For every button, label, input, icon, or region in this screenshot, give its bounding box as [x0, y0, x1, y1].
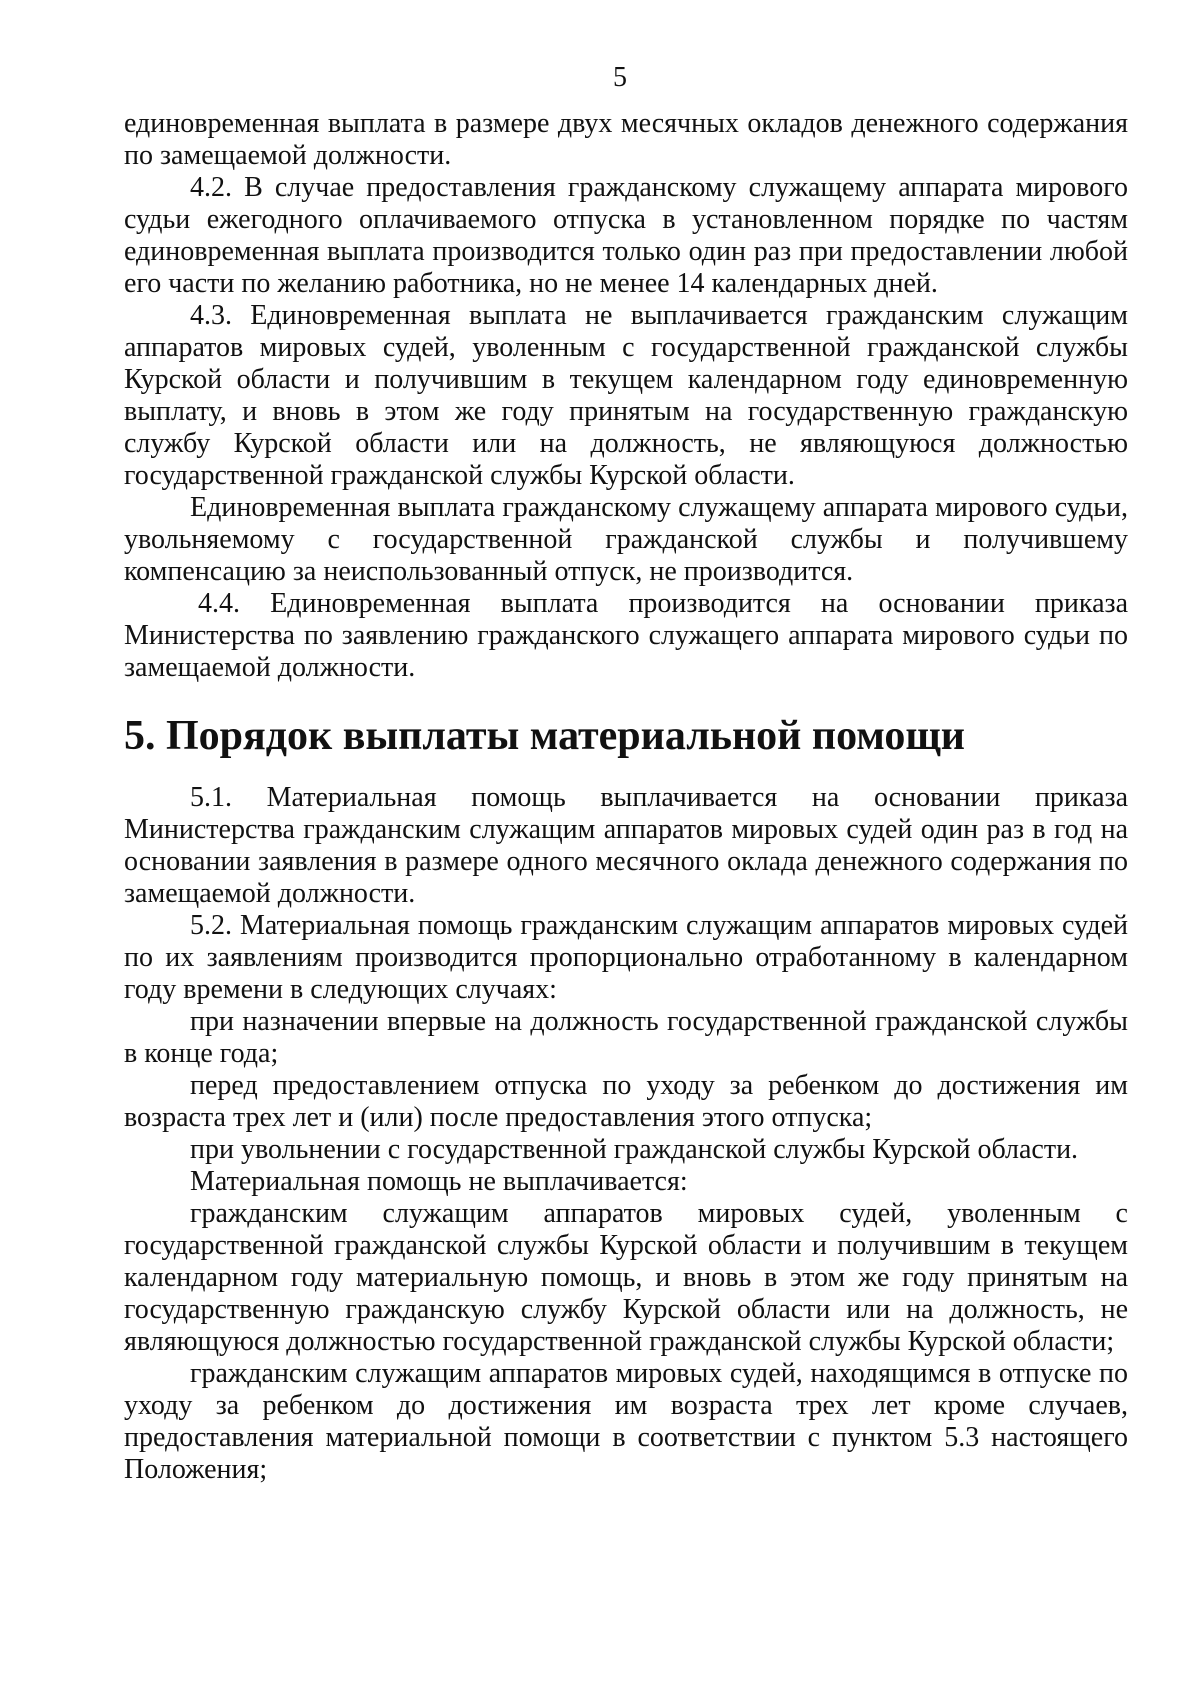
paragraph-4-4: 4.4. Единовременная выплата производится на основании приказа Министерства по заявлению гражданского служащего аппарата мирового судьи по замещаемой должности. [124, 588, 1128, 683]
paragraph-4-3-note: Единовременная выплата гражданскому служащему аппарата мирового судьи, увольняемому с государственной гражданской службы и получившему компенсацию за неиспользованный отпуск, не производится. [124, 492, 1128, 587]
paragraph-4-3: 4.3. Единовременная выплата не выплачивается гражданским служащим аппаратов мировых судей, уволенным с государственной гражданской службы Курской области и получившим в текущем календарном году единовременную выплату, и вновь в этом же году принятым на государственную гражданскую службу Курской области или на должность, не являющуюся должностью государственной гражданской службы Курской области. [124, 300, 1128, 491]
page-number: 5 [613, 62, 627, 93]
paragraph-4-2: 4.2. В случае предоставления гражданскому служащему аппарата мирового судьи ежегодного оплачиваемого отпуска в установленном порядке по частям единовременная выплата производится только один раз при предоставлении любой его части по желанию работника, но не менее 14 календарных дней. [124, 172, 1128, 299]
section-5-title: 5. Порядок выплаты материальной помощи [124, 713, 965, 759]
list-item-dismissal: при увольнении с государственной гражданской службы Курской области. [190, 1134, 1079, 1165]
list-item-employees-on-leave: гражданским служащим аппаратов мировых судей, находящимся в отпуске по уходу за ребенком до достижения им возраста трех лет кроме случаев, предоставления материальной помощи в соответствии с пунктом 5.3 настоящего Положения; [124, 1358, 1128, 1485]
list-item-dismissed-employees: гражданским служащим аппаратов мировых судей, уволенным с государственной гражданской службы Курской области и получившим в текущем календарном году материальную помощь, и вновь в этом же году принятым на государственную гражданскую службу Курской области или на должность, не являющуюся должностью государственной гражданской службы Курской области; [124, 1198, 1128, 1357]
document-body [124, 108, 1128, 1486]
paragraph-5-1: 5.1. Материальная помощь выплачивается на основании приказа Министерства гражданским служащим аппаратов мировых судей один раз в год на основании заявления в размере одного месячного оклада денежного содержания по замещаемой должности. [124, 782, 1128, 909]
paragraph-4-1-continuation: единовременная выплата в размере двух месячных окладов денежного содержания по замещаемой должности. [124, 108, 1128, 171]
list-item-childcare-leave: перед предоставлением отпуска по уходу за ребенком до достижения им возраста трех лет и (или) после предоставления этого отпуска; [124, 1070, 1128, 1133]
paragraph-not-paid: Материальная помощь не выплачивается: [190, 1166, 688, 1197]
paragraph-5-2: 5.2. Материальная помощь гражданским служащим аппаратов мировых судей по их заявлениям производится пропорционально отработанному в календарном году времени в следующих случаях: [124, 910, 1128, 1005]
list-item-first-appointment: при назначении впервые на должность государственной гражданской службы в конце года; [124, 1006, 1128, 1069]
